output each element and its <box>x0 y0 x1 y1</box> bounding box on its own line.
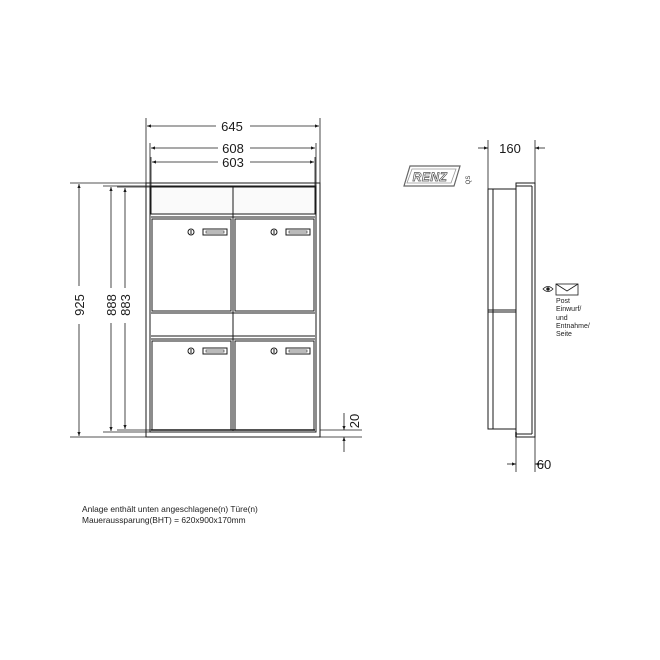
dim-depth-bottom: 60 <box>536 457 552 472</box>
dim-depth-top: 160 <box>499 141 521 156</box>
post-side-label-line: Post <box>556 298 571 305</box>
post-side-label-line: Seite <box>556 331 572 339</box>
dim-width-608: 608 <box>222 141 244 156</box>
lock-icon <box>271 348 310 354</box>
renz-logo <box>404 166 472 186</box>
lock-icon <box>188 229 227 235</box>
envelope-icon <box>556 284 578 295</box>
note-door-hinge: Anlage enthält unten angeschlagene(n) Türe(n) <box>82 504 258 514</box>
front-view <box>146 183 320 437</box>
dim-bottom-offset: 20 <box>347 413 362 429</box>
lock-icon <box>271 229 310 235</box>
eye-icon <box>543 287 553 292</box>
post-side-label-line: und <box>556 314 568 322</box>
post-side-label-line: Entnahme/ <box>556 322 590 330</box>
dim-height-883: 883 <box>118 294 133 316</box>
dim-height-888: 888 <box>104 294 119 316</box>
post-side-label-line: Einwurf/ <box>556 306 582 314</box>
side-view <box>488 183 535 437</box>
dim-overall-width: 645 <box>221 119 243 134</box>
side-housing <box>488 189 516 429</box>
post-side-label <box>556 298 590 339</box>
dim-width-603: 603 <box>222 155 244 170</box>
note-wall-recess: Maueraussparung(BHT) = 620x900x170mm <box>82 515 246 525</box>
logo-suffix: QS <box>466 175 472 185</box>
logo-text: RENZ <box>412 170 448 184</box>
dim-overall-height: 925 <box>72 294 87 316</box>
lock-icon <box>188 348 227 354</box>
